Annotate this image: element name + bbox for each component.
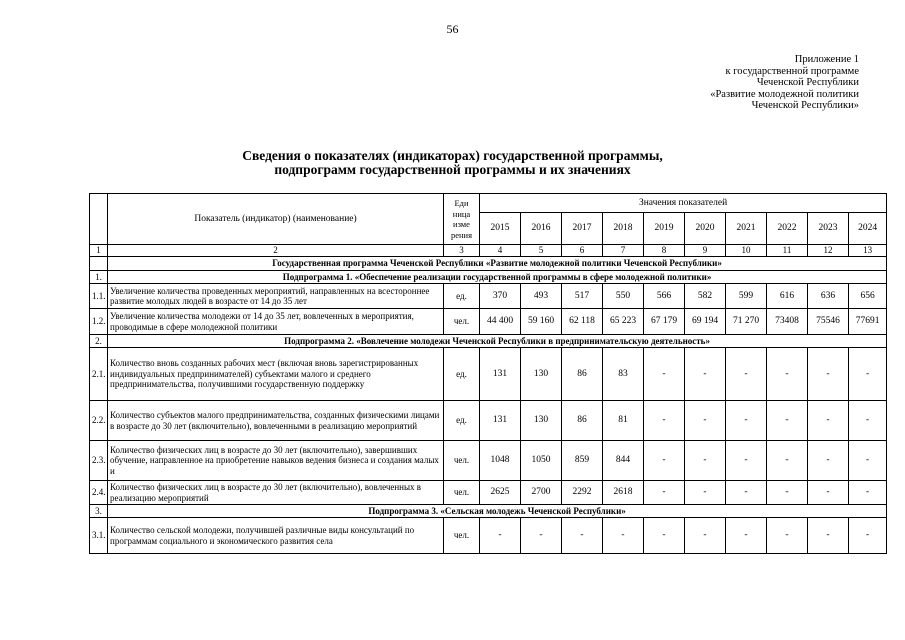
column-number-cell: 5 [521,245,562,257]
indicator-number: 1.1. [90,284,108,309]
indicator-row [90,284,887,309]
indicator-value: - [726,401,767,441]
indicator-value: - [808,441,849,481]
indicator-value: 71 270 [726,309,767,335]
indicator-value: - [521,518,562,554]
program-title: Государственная программа Чеченской Республики «Развитие молодежной политики Чеченской Республики» [108,257,887,271]
indicator-value: - [603,518,644,554]
indicator-value: 550 [603,284,644,309]
column-number-cell: 7 [603,245,644,257]
indicator-value: - [685,401,726,441]
indicator-value: - [849,441,887,481]
column-number-row [90,245,887,257]
subprogram-title: Подпрограмма 3. «Сельская молодежь Чеченской Республики» [108,505,887,518]
appendix-line: «Развитие молодежной политики [710,88,859,100]
column-number-cell: 1 [90,245,108,257]
indicator-value: 582 [685,284,726,309]
column-number-cell: 4 [480,245,521,257]
indicator-value: - [644,481,685,505]
year-header-cell: 2016 [521,213,562,245]
indicator-value: 130 [521,348,562,401]
year-header-cell: 2018 [603,213,644,245]
indicator-value: 86 [562,401,603,441]
year-header-cell: 2017 [562,213,603,245]
header-unit-part: ница [452,208,471,219]
indicator-value: - [808,481,849,505]
column-number-cell: 8 [644,245,685,257]
year-header-cell: 2022 [767,213,808,245]
indicator-unit: ед. [444,284,480,309]
indicator-value: 2292 [562,481,603,505]
indicator-value: - [808,518,849,554]
indicator-value: 67 179 [644,309,685,335]
header-num-cell [90,194,108,245]
indicator-value: 599 [726,284,767,309]
indicator-value: - [726,441,767,481]
indicator-value: 62 118 [562,309,603,335]
indicator-value: 517 [562,284,603,309]
indicator-value: 59 160 [521,309,562,335]
indicator-unit: ед. [444,348,480,401]
program-row [90,257,887,271]
indicator-value: 86 [562,348,603,401]
column-number-cell: 11 [767,245,808,257]
indicator-value: - [726,348,767,401]
indicator-value: 69 194 [685,309,726,335]
column-number-cell: 12 [808,245,849,257]
indicator-value: 2625 [480,481,521,505]
subprogram-title: Подпрограмма 1. «Обеспечение реализации государственной программы в сфере молодежной политики» [108,271,887,284]
indicator-number: 2.2. [90,401,108,441]
indicator-name: Количество физических лиц в возрасте до 30 лет (включительно), вовлеченных в реализацию мероприятий [108,481,444,505]
indicator-value: - [767,401,808,441]
indicator-row [90,481,887,505]
subprogram-title: Подпрограмма 2. «Вовлечение молодежи Чеченской Республики в предпринимательскую деятельность» [108,335,887,348]
indicator-unit: чел. [444,481,480,505]
indicator-value: 131 [480,348,521,401]
indicator-value: 859 [562,441,603,481]
indicator-value: 81 [603,401,644,441]
indicator-value: - [849,348,887,401]
column-number-cell: 13 [849,245,887,257]
indicator-value: 2700 [521,481,562,505]
appendix-line: Чеченской Республики [756,77,859,89]
indicator-value: - [849,518,887,554]
indicator-value: - [849,481,887,505]
indicator-unit: ед. [444,401,480,441]
year-header-cell: 2021 [726,213,767,245]
title-line: подпрограмм государственной программы и их значениях [274,162,631,177]
indicator-value: - [808,401,849,441]
indicator-value: 616 [767,284,808,309]
indicator-number: 3.1. [90,518,108,554]
column-number-cell: 2 [108,245,444,257]
appendix-line: Чеченской Республики» [751,100,859,112]
indicator-name: Количество субъектов малого предпринимательства, созданных физическими лицами в возрасте до 30 лет (включительно), вовлеченными в реализацию мероприятий [108,401,444,441]
header-unit-part: Еди [454,198,469,208]
header-unit-part: изме [453,219,470,229]
indicator-value: 44 400 [480,309,521,335]
subprogram-row [90,505,887,518]
indicator-value: 566 [644,284,685,309]
subprogram-number: 3. [90,505,108,518]
indicator-value: 131 [480,401,521,441]
indicator-name: Увеличение количества молодежи от 14 до 35 лет, вовлеченных в мероприятия, проводимые в сфере молодежной политики [108,309,444,335]
subprogram-row [90,335,887,348]
indicator-value: - [685,348,726,401]
indicator-row [90,309,887,335]
column-number-cell: 9 [685,245,726,257]
indicator-name: Количество вновь созданных рабочих мест (включая вновь зарегистрированных индивидуальных предпринимателей) субъектами малого и среднего предпринимательства, получившими государственную поддержку [108,348,444,401]
indicator-value: - [808,348,849,401]
indicator-value: - [767,518,808,554]
indicator-value: - [767,441,808,481]
indicator-number: 1.2. [90,309,108,335]
indicator-value: - [480,518,521,554]
indicator-name: Увеличение количества проведенных мероприятий, направленных на всестороннее развитие молодых людей в возрасте от 14 до 35 лет [108,284,444,309]
appendix-note [710,54,859,112]
indicator-value: - [767,481,808,505]
header-row [90,194,887,213]
indicator-value: 130 [521,401,562,441]
page-number: 56 [446,22,459,36]
indicator-value: - [767,348,808,401]
indicator-name: Количество сельской молодежи, получившей различные виды консультаций по программам социального и экономического развития села [108,518,444,554]
indicator-row [90,348,887,401]
year-header-cell: 2020 [685,213,726,245]
indicator-value: 2618 [603,481,644,505]
indicator-unit: чел. [444,441,480,481]
header-unit [444,194,480,245]
indicator-value: 77691 [849,309,887,335]
year-header-cell: 2015 [480,213,521,245]
indicator-row [90,401,887,441]
indicator-number: 2.1. [90,348,108,401]
indicator-unit: чел. [444,309,480,335]
appendix-line: Приложение 1 [794,54,859,65]
indicator-number: 2.4. [90,481,108,505]
indicator-value: 844 [603,441,644,481]
indicator-value: 493 [521,284,562,309]
column-number-cell: 3 [444,245,480,257]
indicator-value: 73408 [767,309,808,335]
indicator-value: 1050 [521,441,562,481]
indicators-table [89,193,887,554]
indicator-value: - [849,401,887,441]
indicator-value: - [726,481,767,505]
indicator-value: 370 [480,284,521,309]
indicator-value: - [644,441,685,481]
indicator-value: - [562,518,603,554]
indicator-value: 65 223 [603,309,644,335]
indicator-value: - [644,348,685,401]
header-values-group: Значения показателей [480,194,887,213]
indicator-value: 83 [603,348,644,401]
indicator-value: - [685,518,726,554]
subprogram-number: 1. [90,271,108,284]
indicator-value: 636 [808,284,849,309]
indicator-value: - [726,518,767,554]
document-title [0,149,905,177]
title-line: Сведения о показателях (индикаторах) государственной программы, [242,148,663,163]
indicator-value: 1048 [480,441,521,481]
year-header-cell: 2019 [644,213,685,245]
program-num-cell [90,257,108,271]
indicator-value: - [644,401,685,441]
indicator-value: - [685,481,726,505]
subprogram-number: 2. [90,335,108,348]
year-header-cell: 2023 [808,213,849,245]
header-unit-part: рения [450,229,473,240]
indicator-row [90,441,887,481]
indicator-value: 75546 [808,309,849,335]
indicator-name: Количество физических лиц в возрасте до 30 лет (включительно), завершивших обучение, направленное на приобретение навыков ведения бизнеса и создания малых и [108,441,444,481]
column-number-cell: 6 [562,245,603,257]
year-header-cell: 2024 [849,213,887,245]
indicator-value: - [644,518,685,554]
column-number-cell: 10 [726,245,767,257]
appendix-line: к государственной программе [725,65,859,77]
header-indicator: Показатель (индикатор) (наименование) [108,194,444,245]
subprogram-row [90,271,887,284]
indicator-value: 656 [849,284,887,309]
indicator-unit: чел. [444,518,480,554]
indicator-number: 2.3. [90,441,108,481]
indicator-row [90,518,887,554]
indicator-value: - [685,441,726,481]
